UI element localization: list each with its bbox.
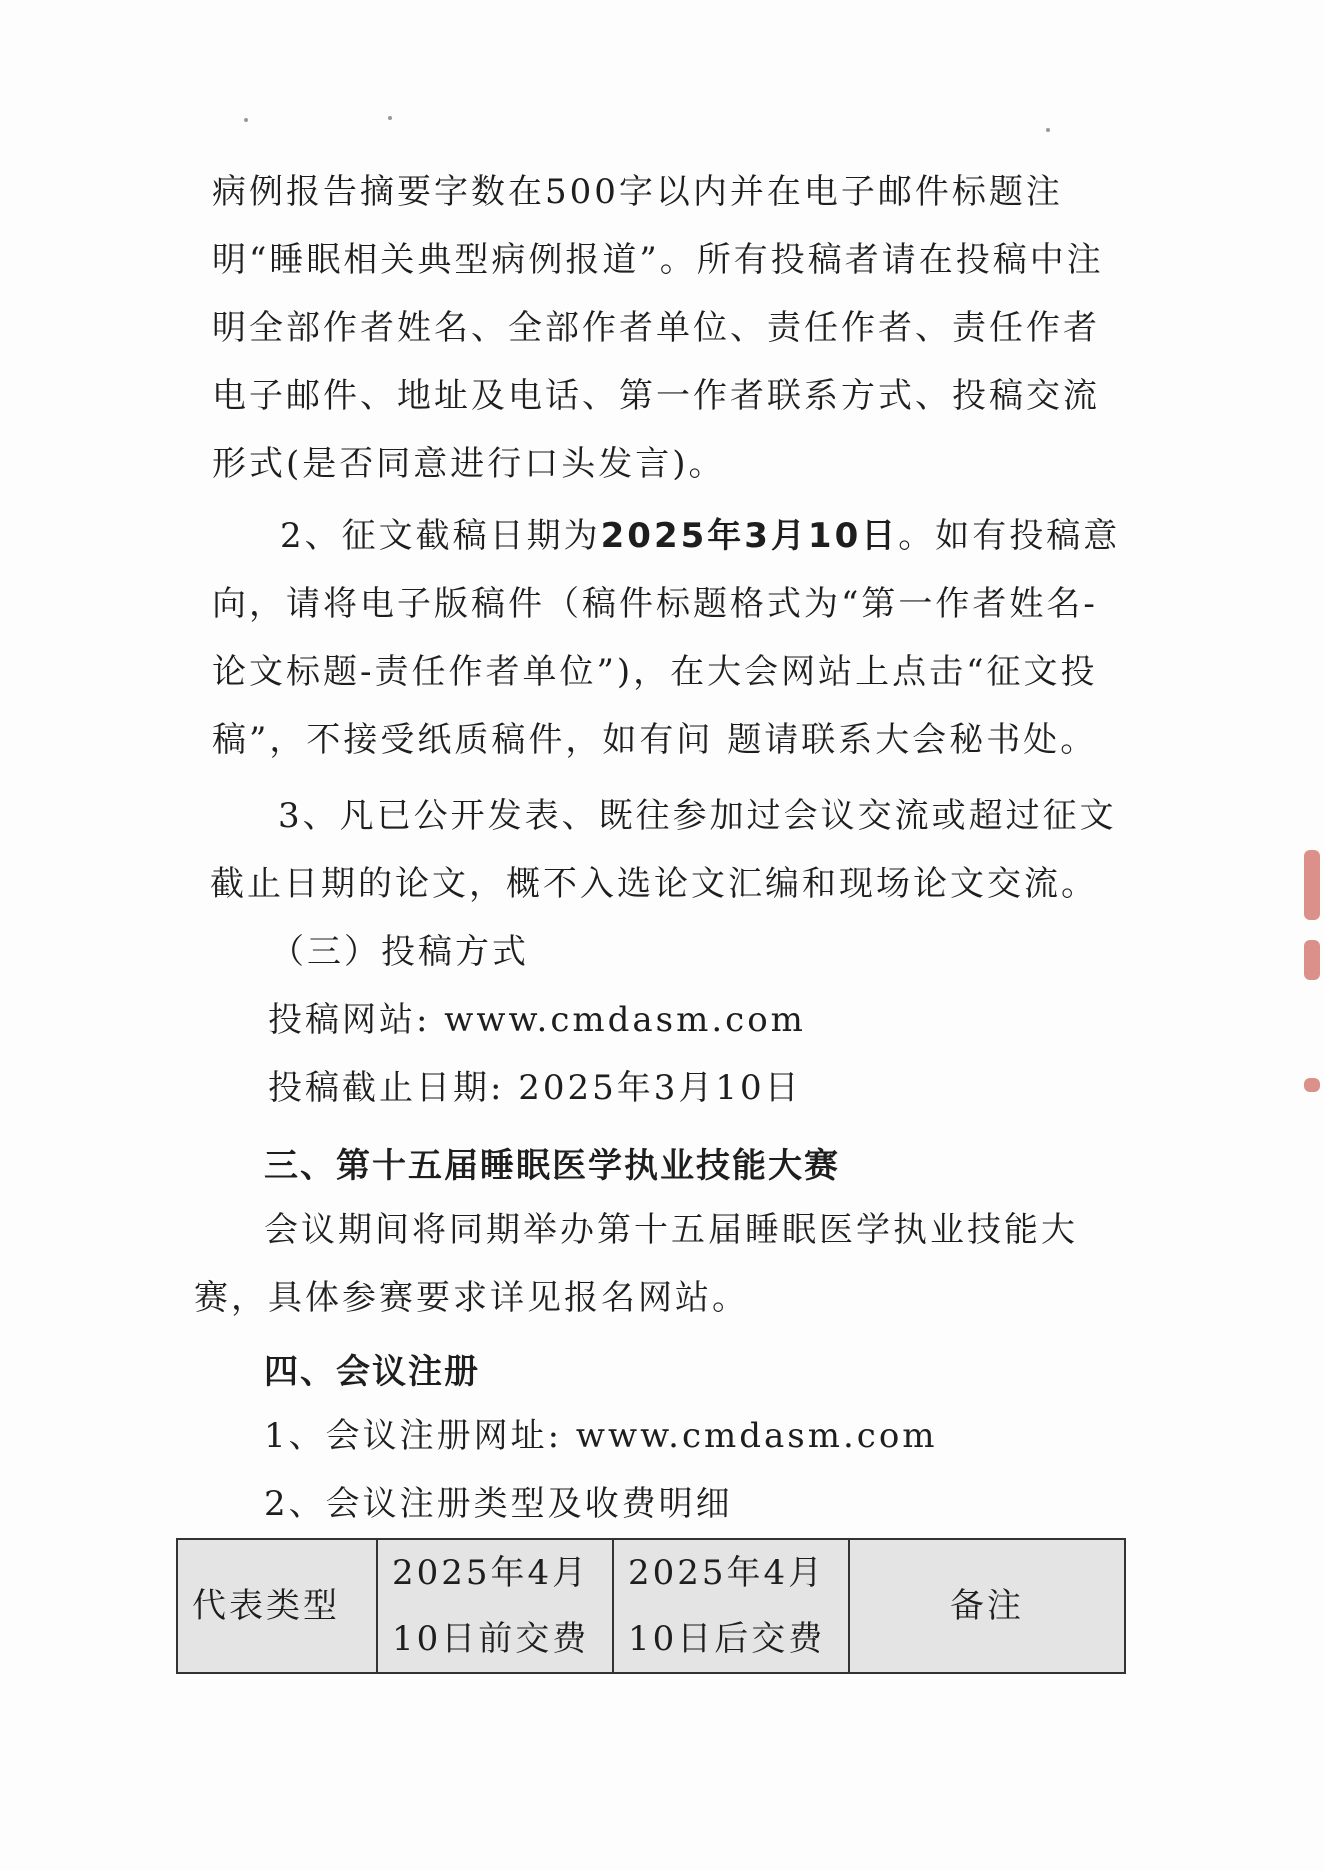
table-header-cell: 2025年4月10日前交费 (377, 1539, 613, 1673)
deadline-lead: 2、征文截稿日期为 (280, 516, 601, 556)
seal-stamp-edge (1304, 850, 1320, 920)
table-header-cell: 代表类型 (177, 1539, 377, 1673)
subheading-submission-method: （三）投稿方式 (270, 932, 529, 972)
heading-skills-competition: 三、第十五届睡眠医学执业技能大赛 (264, 1146, 840, 1186)
heading-registration: 四、会议注册 (264, 1352, 480, 1392)
paragraph-eligibility: 3、凡已公开发表、既往参加过会议交流或超过征文截止日期的论文，概不入选论文汇编和现场论文交流。 (210, 796, 1117, 904)
paragraph-case-report: 病例报告摘要字数在500字以内并在电子邮件标题注明“睡眠相关典型病例报道”。所有投稿者请在投稿中注明全部作者姓名、全部作者单位、责任作者、责任作者电子邮件、地址及电话、第一作者联系方式、投稿交流形式(是否同意进行口头发言)。 (212, 172, 1104, 484)
registration-website: 1、会议注册网址: www.cmdasm.com (264, 1416, 938, 1456)
table-header-row (177, 1539, 1125, 1673)
scan-speck (1046, 128, 1050, 132)
scan-speck (244, 118, 248, 122)
deadline-rest: 。如有投稿意向，请将电子版稿件（稿件标题格式为“第一作者姓名-论文标题-责任作者单位”)，在大会网站上点击“征文投稿”，不接受纸质稿件，如有问 题请联系大会秘书处。 (212, 516, 1121, 760)
submission-website: 投稿网站: www.cmdasm.com (268, 1000, 806, 1040)
submission-deadline: 投稿截止日期: 2025年3月10日 (268, 1068, 802, 1108)
registration-fee-table (176, 1538, 1126, 1674)
table-header-cell: 备注 (849, 1539, 1125, 1673)
table-header-cell: 2025年4月10日后交费 (613, 1539, 849, 1673)
paragraph-competition: 会议期间将同期举办第十五届睡眠医学执业技能大赛，具体参赛要求详见报名网站。 (194, 1210, 1078, 1318)
seal-stamp-edge (1304, 1078, 1320, 1092)
seal-stamp-edge (1304, 940, 1320, 980)
deadline-date: 2025年3月10日 (600, 516, 899, 556)
scan-speck (388, 116, 392, 120)
registration-fee-types: 2、会议注册类型及收费明细 (264, 1484, 733, 1524)
paragraph-deadline (212, 502, 1132, 774)
